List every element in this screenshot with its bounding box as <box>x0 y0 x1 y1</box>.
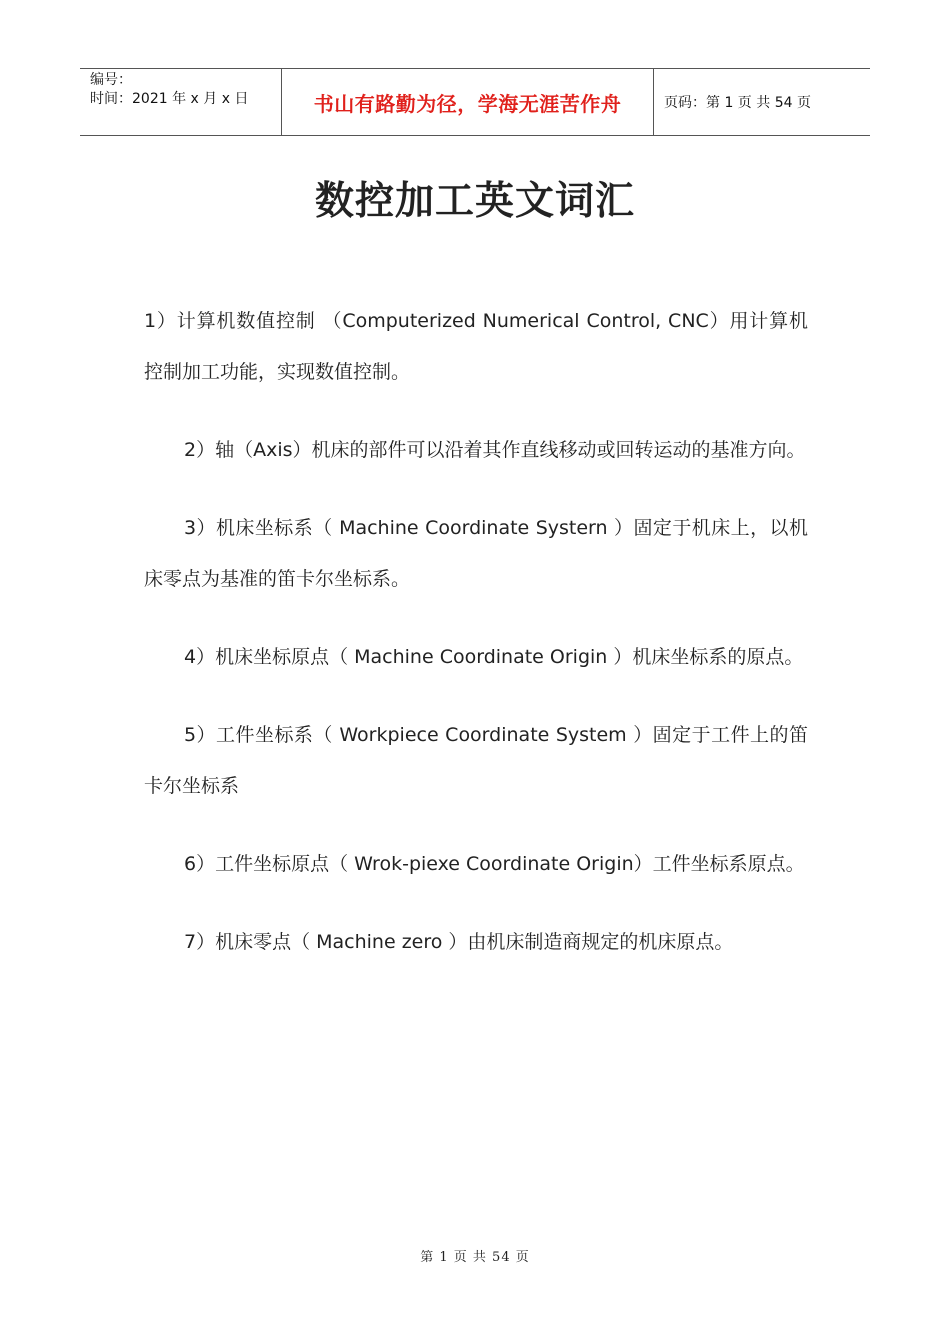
page-footer: 第 1 页 共 54 页 <box>420 1250 530 1265</box>
vocab-entry-2: 2）轴（Axis）机床的部件可以沿着其作直线移动或回转运动的基准方向。 <box>184 439 806 461</box>
vocab-entry-5: 5）工件坐标系（ Workpiece Coordinate System ）固定于工件上的笛卡尔坐标系 <box>144 724 808 797</box>
header-page-info: 页码：第 1 页 共 54 页 <box>664 95 811 111</box>
document-header <box>80 68 870 136</box>
vocab-entry-7: 7）机床零点（ Machine zero ）由机床制造商规定的机床原点。 <box>184 931 734 953</box>
vocab-entry-1: 1）计算机数值控制 （Computerized Numerical Control, CNC）用计算机控制加工功能，实现数值控制。 <box>144 310 808 383</box>
vocab-entry-6: 6）工件坐标原点（ Wrok-piexe Coordinate Origin）工件坐标系原点。 <box>184 853 805 875</box>
time-label: 时间：2021 年 x 月 x 日 <box>90 91 249 107</box>
header-meta <box>80 69 281 135</box>
header-motto: 书山有路勤为径，学海无涯苦作舟 <box>281 69 654 135</box>
document-body <box>144 296 808 995</box>
vocab-entry-3: 3）机床坐标系（ Machine Coordinate Systern ）固定于机床上，以机床零点为基准的笛卡尔坐标系。 <box>144 517 808 590</box>
vocab-entry-4: 4）机床坐标原点（ Machine Coordinate Origin ）机床坐标系的原点。 <box>184 646 804 668</box>
page-title: 数控加工英文词汇 <box>314 179 635 224</box>
number-label: 编号： <box>90 72 132 88</box>
